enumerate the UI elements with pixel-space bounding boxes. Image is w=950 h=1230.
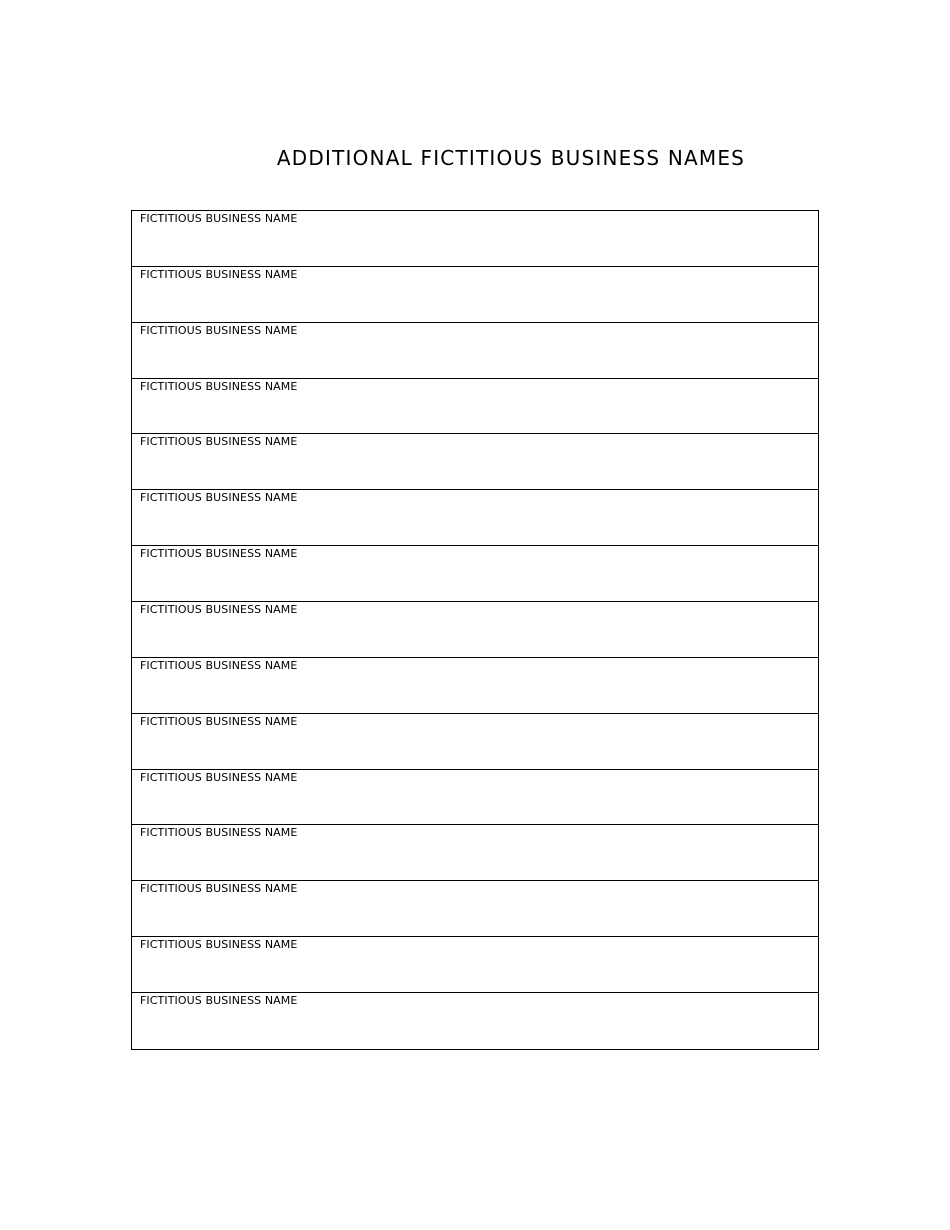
business-name-field[interactable] bbox=[140, 618, 810, 653]
table-row bbox=[132, 825, 818, 881]
business-name-label: FICTITIOUS BUSINESS NAME bbox=[140, 212, 298, 225]
table-row bbox=[132, 770, 818, 826]
business-name-field[interactable] bbox=[140, 339, 810, 374]
business-name-label: FICTITIOUS BUSINESS NAME bbox=[140, 491, 298, 505]
table-row bbox=[132, 714, 818, 770]
business-name-field[interactable] bbox=[140, 395, 810, 430]
table-row bbox=[132, 602, 818, 658]
business-name-field[interactable] bbox=[140, 227, 810, 262]
table-row bbox=[132, 937, 818, 993]
business-name-field[interactable] bbox=[140, 897, 810, 932]
page-title: ADDITIONAL FICTITIOUS BUSINESS NAMES bbox=[276, 146, 746, 170]
business-name-label: FICTITIOUS BUSINESS NAME bbox=[140, 994, 298, 1008]
business-name-field[interactable] bbox=[140, 841, 810, 876]
business-names-table bbox=[131, 210, 819, 1050]
table-row bbox=[132, 379, 818, 435]
table-row bbox=[132, 323, 818, 379]
table-row bbox=[132, 546, 818, 602]
business-name-label: FICTITIOUS BUSINESS NAME bbox=[140, 547, 298, 561]
business-name-field[interactable] bbox=[140, 562, 810, 597]
business-name-label: FICTITIOUS BUSINESS NAME bbox=[140, 323, 298, 337]
business-name-field[interactable] bbox=[140, 283, 810, 318]
business-name-label: FICTITIOUS BUSINESS NAME bbox=[140, 379, 298, 393]
business-name-field[interactable] bbox=[140, 730, 810, 765]
table-row bbox=[132, 490, 818, 546]
business-name-label: FICTITIOUS BUSINESS NAME bbox=[140, 603, 298, 617]
table-row bbox=[132, 881, 818, 937]
table-row bbox=[132, 434, 818, 490]
business-name-field[interactable] bbox=[140, 674, 810, 709]
business-name-field[interactable] bbox=[140, 1009, 810, 1045]
business-name-field[interactable] bbox=[140, 786, 810, 821]
table-row bbox=[132, 267, 818, 323]
business-name-field[interactable] bbox=[140, 953, 810, 988]
table-row bbox=[132, 211, 818, 267]
business-name-label: FICTITIOUS BUSINESS NAME bbox=[140, 435, 298, 449]
business-name-field[interactable] bbox=[140, 506, 810, 541]
business-name-label: FICTITIOUS BUSINESS NAME bbox=[140, 882, 298, 896]
business-name-label: FICTITIOUS BUSINESS NAME bbox=[140, 658, 298, 672]
business-name-label: FICTITIOUS BUSINESS NAME bbox=[140, 770, 298, 784]
table-row bbox=[132, 993, 818, 1049]
business-name-field[interactable] bbox=[140, 450, 810, 485]
business-name-label: FICTITIOUS BUSINESS NAME bbox=[140, 826, 298, 840]
business-name-label: FICTITIOUS BUSINESS NAME bbox=[140, 267, 298, 281]
table-row bbox=[132, 658, 818, 714]
business-name-label: FICTITIOUS BUSINESS NAME bbox=[140, 714, 298, 728]
business-name-label: FICTITIOUS BUSINESS NAME bbox=[140, 938, 298, 952]
